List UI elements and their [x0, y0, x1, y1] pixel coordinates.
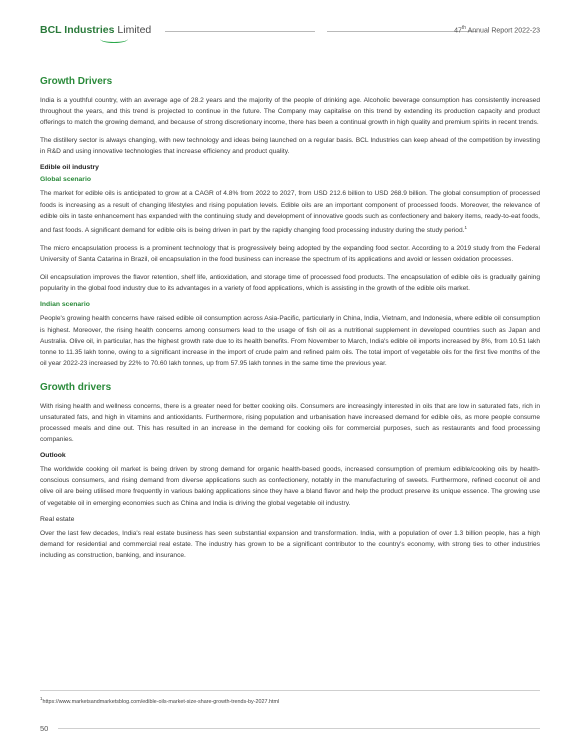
logo-suffix: Limited: [114, 24, 152, 36]
page-content: [40, 76, 540, 568]
report-title: [454, 25, 540, 34]
intro-paragraph-2: The distillery sector is always changing, with new technology and ideas being launched on a regular basis. BCL Industries can keep ahead of the competition by investing in R&D and using innovative technologies that increase efficiency and product quality.: [40, 137, 540, 156]
subsection-title-edible-oil: Edible oil industry: [40, 164, 99, 172]
logo-swoosh-icon: [100, 35, 128, 43]
subsection-title-real-estate: Real estate: [40, 515, 75, 523]
report-title-text: Annual Report 2022-23: [466, 27, 540, 35]
company-logo: [40, 24, 151, 36]
logo-brand: BCL Industries: [40, 24, 115, 36]
global-paragraph-2: The micro encapsulation process is a prominent technology that is progressively being adopted by the expanding food sector. According to a 2019 study from the Federal University of Santa Catarina in Brazil, oil encapsulation in the food business can increase the spectrum of its applications and avoid or lessen oxidation processes.: [40, 245, 540, 264]
subsection-title-global: Global scenario: [40, 176, 91, 184]
section-title-growth-drivers-2: Growth drivers: [40, 381, 112, 393]
subsection-title-indian: Indian scenario: [40, 301, 90, 309]
footnote-number: 1: [40, 696, 43, 701]
footnote-divider: [40, 690, 540, 691]
report-ordinal: 47: [454, 27, 462, 35]
indian-paragraph-1: People's growing health concerns have raised edible oil consumption across Asia-Pacific, particularly in China, India, Vietnam, and Indonesia, where edible oil consumption is highest. Moreover, the rising health concerns among consumers lead to the usage of fish oil as a nutritional supplement in developed countries such as Japan and Australia. Olive oil, in particular, has the highest growth rate due to its health benefits. From November to March, India's edible oil imports increased by 8%, from 10.51 lakh tonne to 11.35 lakh tonne, owing to a significant increase in the import of crude palm and refined palm oils. The total import of vegetable oils for the first five months of the oil year 2022-23 increased by 22% to 70.60 lakh tonnes, up from 57.95 lakh tonnes in the same time the previous year.: [40, 315, 540, 367]
footnote: [40, 696, 279, 705]
subsection-title-outlook: Outlook: [40, 452, 66, 460]
section-title-growth-drivers: Growth Drivers: [40, 76, 113, 87]
growth-drivers-paragraph: With rising health and wellness concerns, there is a greater need for better cooking oils. Consumers are increasingly interested in oils that are low in saturated fats, rich in unsaturated fats, and high in vitamins and antioxidants. Furthermore, rising population and urbanisation have increased demand for edible oils, as more people consume processed meals and dine out. This has resulted in an increase in the demand for cooking oils for commercial purposes, such as restaurants and food processing companies.: [40, 402, 540, 444]
header-divider-left: [165, 31, 315, 32]
real-estate-paragraph: Over the last few decades, India's real estate business has seen substantial expansion and transformation. India, with a population of over 1.3 billion people, has a high demand for residential and commercial real estate. The industry has grown to be a significant contributor to the country's economy, with strong ties to other industries including as construction, banking, and insurance.: [40, 529, 540, 559]
outlook-paragraph: The worldwide cooking oil market is being driven by strong demand for organic health-based goods, increased consumption of premium edible/cooking oils by health-conscious consumers, and rising demand from diverse applications such as confectionery, notably in the manufacturing of sweets. Furthermore, refined coconut oil and olive oil are being utilised more frequently in various baking applications since they have a bland flavor and help the product preserve its unique essence. The growing use of vegetable oil in emerging economies such as China and India is driving the global vegetable oil industry.: [40, 466, 540, 507]
page-header: [40, 22, 540, 44]
global-paragraph-1-text: The market for edible oils is anticipated to grow at a CAGR of 4.8% from 2022 to 2027, from USD 212.6 billion to USD 268.9 billion. The global consumption of processed foods is increasing as a result of changing lifestyles and rising population levels. Edible oils are an important component of processed foods. Moreover, the relevance of edible oils in taste enhancement has expanded with the continuing study and development of innovative goods such as confectionery and bakery items, ready-to-eat foods, and fast foods. A significant demand for edible oils is being driven in part by the rapidly changing food processing industry during the study period.: [40, 190, 540, 234]
footnote-ref: 1: [464, 224, 467, 230]
page-number: 50: [40, 724, 49, 733]
report-ordinal-suffix: th: [461, 25, 467, 31]
footnote-url[interactable]: https://www.marketsandmarketsblog.com/edible-oils-market-size-share-growth-trends-by-2027.html: [42, 698, 280, 705]
global-paragraph-3: Oil encapsulation improves the flavor retention, shelf life, antioxidation, and storage time of processed food products. The encapsulation of edible oils is gradually gaining popularity in the global food industry due to its advantages in a variety of food applications, which is assisting in the growth of the edible oils market.: [40, 274, 540, 293]
footer-divider: [58, 728, 540, 729]
global-paragraph-1: [40, 188, 540, 236]
intro-paragraph-1: India is a youthful country, with an average age of 28.2 years and the majority of the people of drinking age. Alcoholic beverage consumption has consistently increased throughout the years, and this trend is projected to continue in the future. The Company may capitalise on this trend by extending its production capacity and product offerings to match the growing demand, and because of strong discretionary income, there has been a continual growth in high quality and premium spirits in recent trends.: [40, 97, 540, 127]
